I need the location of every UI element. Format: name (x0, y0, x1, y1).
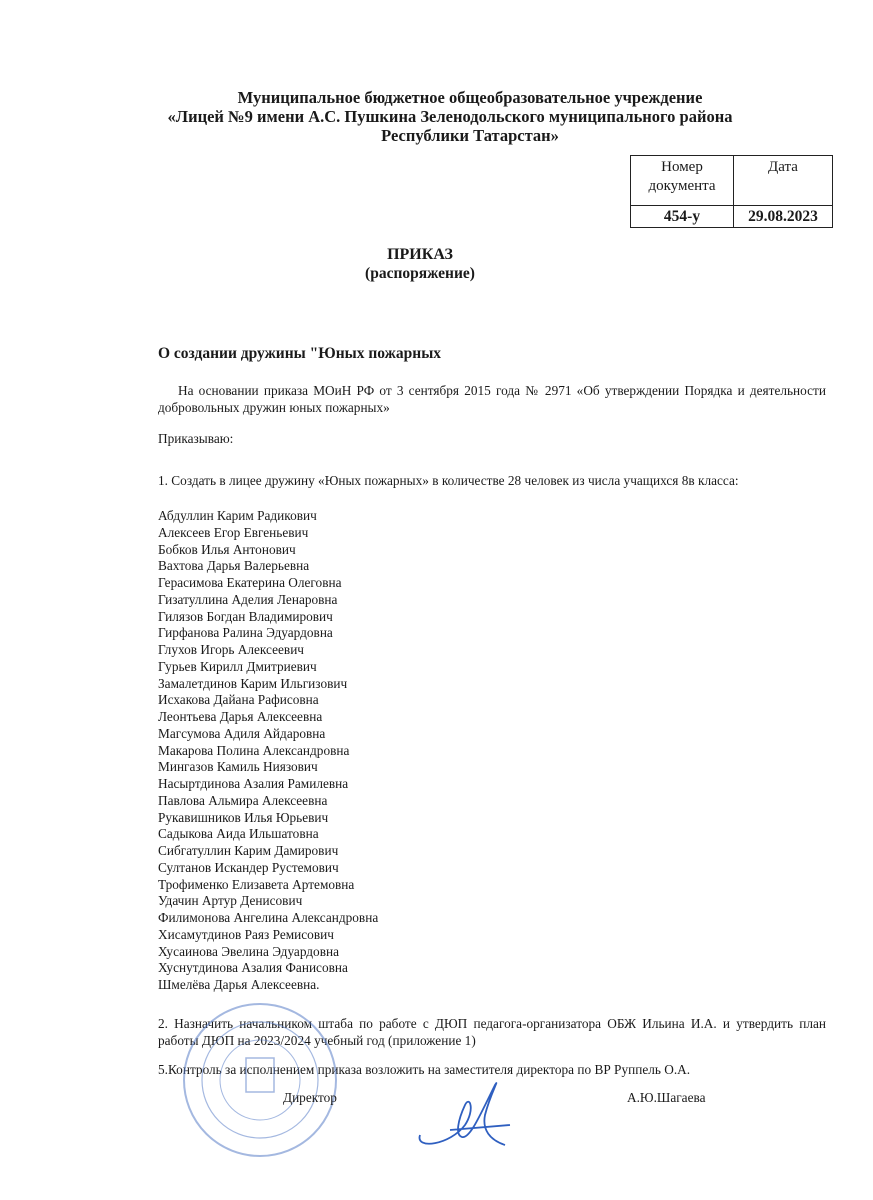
member-name: Гизатуллина Аделия Ленаровна (158, 591, 338, 607)
member-name: Сибгатуллин Карим Дамирович (158, 843, 339, 858)
member-name: Макарова Полина Александровна (158, 742, 350, 758)
member-name: Рукавишников Илья Юрьевич (158, 809, 329, 825)
member-name: Абдуллин Карим Радикович (158, 508, 317, 523)
item-1: 1. Создать в лицее дружину «Юных пожарных» в количестве 28 человек из числа учащихся 8в класса: (158, 473, 739, 488)
order-subtitle: (распоряжение) (365, 265, 475, 282)
item-2: 2. Назначить начальником штаба по работе с ДЮП педагога-организатора ОБЖ Ильина И.А. и утвердить план работы ДЮП на 2023/2024 учебный год (приложение 1) (158, 1016, 826, 1048)
school-name-line-2: «Лицей №9 имени А.С. Пушкина Зеленодольского муниципального района (167, 107, 733, 126)
member-name: Алексеев Егор Евгеньевич (158, 524, 309, 540)
basis-paragraph: На основании приказа МОиН РФ от 3 сентября 2015 года № 2971 «Об утверждении Порядка и деятельности добровольных дружин юных пожарных» (158, 383, 826, 415)
official-stamp (180, 1000, 340, 1160)
order-title: ПРИКАЗ (387, 246, 453, 263)
member-name: Насыртдинова Азалия Рамилевна (158, 776, 349, 791)
signatory-name: А.Ю.Шагаева (627, 1090, 706, 1105)
director-signature (410, 1075, 520, 1155)
item-5: 5.Контроль за исполнением приказа возложить на заместителя директора по ВР Руппель О.А. (158, 1062, 691, 1077)
document-meta-table (630, 155, 833, 228)
member-name: Павлова Альмира Алексеевна (158, 792, 328, 808)
member-name: Трофименко Елизавета Артемовна (158, 876, 355, 892)
member-name: Магсумова Адиля Айдаровна (158, 725, 326, 741)
member-name: Гирфанова Ралина Эдуардовна (158, 625, 333, 641)
member-name: Садыкова Аида Ильшатовна (158, 826, 319, 842)
order-subject: О создании дружины "Юных пожарных (158, 345, 442, 362)
member-name: Бобков Илья Антонович (158, 541, 296, 557)
number-label: Номер документа (631, 156, 734, 206)
member-list (158, 508, 378, 994)
member-name: Гурьев Кирилл Дмитриевич (158, 658, 317, 674)
school-name-line-1: Муниципальное бюджетное общеобразовательное учреждение (237, 88, 703, 107)
member-name: Филимонова Ангелина Александровна (158, 910, 379, 925)
member-name: Исхакова Дайана Рафисовна (158, 692, 319, 708)
member-name: Хуснутдинова Азалия Фанисовна (158, 960, 348, 976)
member-name: Удачин Артур Денисович (158, 893, 303, 909)
member-name: Вахтова Дарья Валерьевна (158, 558, 310, 574)
document-date: 29.08.2023 (734, 206, 833, 228)
member-name: Замалетдинов Карим Ильгизович (158, 675, 348, 691)
member-name: Хисамутдинов Раяз Ремисович (158, 926, 334, 942)
signatory-position: Директор (283, 1090, 337, 1105)
member-name: Леонтьева Дарья Алексеевна (158, 709, 323, 724)
member-name: Гилязов Богдан Владимирович (158, 608, 333, 624)
date-label: Дата (734, 156, 833, 206)
member-name: Шмелёва Дарья Алексеевна. (158, 977, 320, 992)
school-name-line-3: Республики Татарстан» (381, 126, 559, 145)
member-name: Герасимова Екатерина Олеговна (158, 575, 342, 590)
member-name: Мингазов Камиль Ниязович (158, 759, 318, 775)
document-number: 454-у (631, 206, 734, 228)
member-name: Султанов Искандер Рустемович (158, 859, 339, 875)
order-word: Приказываю: (158, 431, 234, 446)
member-name: Хусаинова Эвелина Эдуардовна (158, 943, 340, 959)
member-name: Глухов Игорь Алексеевич (158, 642, 304, 657)
